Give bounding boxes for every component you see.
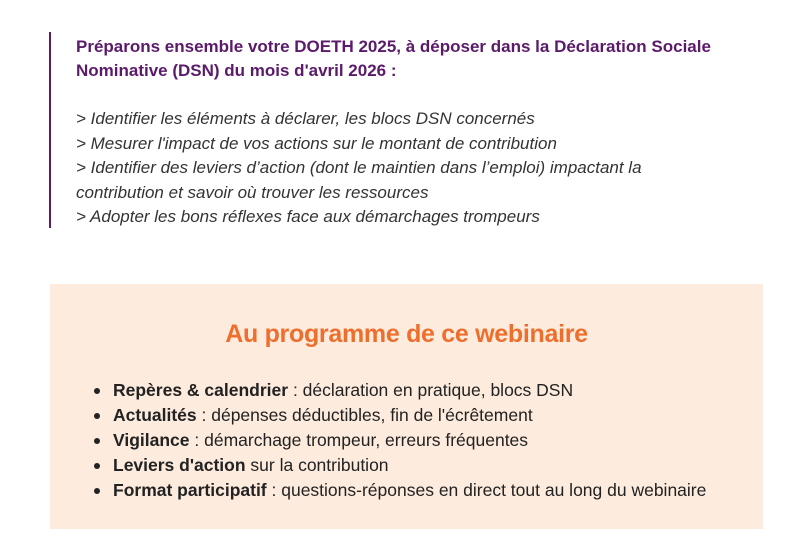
program-item-term: Repères & calendrier (113, 380, 289, 400)
intro-bullet-line: > Identifier des leviers d’action (dont le maintien dans l’emploi) impactant la (76, 158, 642, 177)
program-item-term: Actualités (113, 405, 197, 425)
program-item-text: : questions-réponses en direct tout au long du webinaire (266, 480, 707, 500)
program-item-term: Vigilance (113, 430, 190, 450)
intro-bullet-line: > Adopter les bons réflexes face aux démarchages trompeurs (76, 207, 540, 226)
intro-quote-block (49, 32, 729, 228)
program-panel (50, 284, 763, 529)
program-item (113, 478, 706, 503)
program-item-term: Format participatif (113, 480, 267, 500)
program-item (113, 403, 706, 428)
program-item-text: sur la contribution (245, 455, 389, 475)
program-item-text: : dépenses déductibles, fin de l'écrêtement (196, 405, 533, 425)
intro-bullet-line: contribution et savoir où trouver les ressources (76, 182, 429, 202)
program-item (113, 378, 706, 403)
program-item (113, 428, 706, 453)
program-list (50, 378, 706, 503)
intro-bullet-list (76, 107, 729, 230)
program-item-text: : déclaration en pratique, blocs DSN (288, 380, 574, 400)
program-title: Au programme de ce webinaire (225, 320, 588, 348)
program-item-term: Leviers d'action (113, 455, 246, 475)
program-item (113, 453, 706, 478)
program-item-text: : démarchage trompeur, erreurs fréquentes (189, 430, 529, 450)
intro-heading: Préparons ensemble votre DOETH 2025, à déposer dans la Déclaration Sociale Nominative (DSN) du mois d'avril 2026 : (76, 37, 711, 80)
intro-bullet-line: > Mesurer l'impact de vos actions sur le montant de contribution (76, 133, 557, 153)
intro-bullet-line: > Identifier les éléments à déclarer, les blocs DSN concernés (76, 109, 535, 128)
